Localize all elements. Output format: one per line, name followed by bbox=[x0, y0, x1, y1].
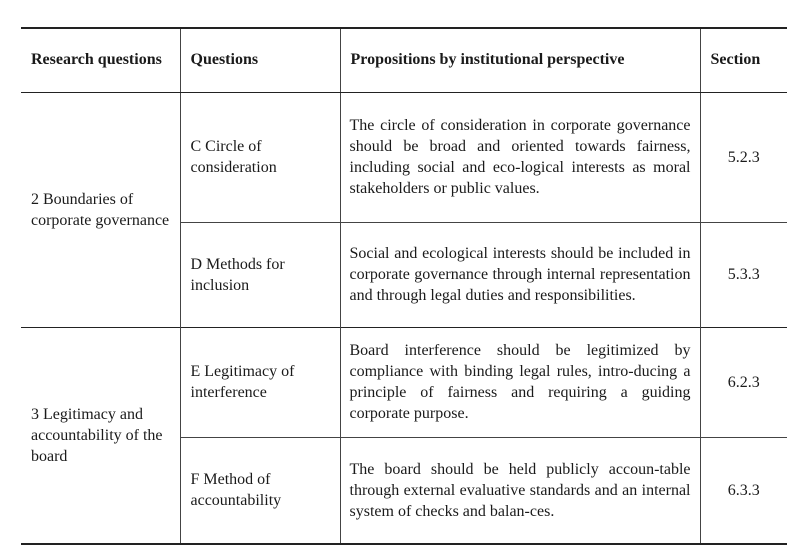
header-questions: Questions bbox=[180, 28, 340, 92]
header-section: Section bbox=[700, 28, 787, 92]
proposition-cell: Social and ecological interests should be included in corporate governance through internal representation and through legal duties and responsibilities. bbox=[340, 222, 700, 327]
section-cell: 5.2.3 bbox=[700, 92, 787, 222]
question-cell: D Methods for inclusion bbox=[180, 222, 340, 327]
proposition-cell: Board interference should be legitimized by compliance with binding legal rules, intro-ducing a principle of fairness and requiring a guiding corporate purpose. bbox=[340, 327, 700, 437]
question-cell: F Method of accountability bbox=[180, 437, 340, 544]
propositions-table bbox=[21, 27, 787, 545]
table-header-row bbox=[21, 28, 787, 92]
proposition-cell: The board should be held publicly accoun-table through external evaluative standards and an internal system of checks and balan-ces. bbox=[340, 437, 700, 544]
table-row bbox=[21, 92, 787, 222]
header-research-questions: Research questions bbox=[21, 28, 180, 92]
research-question-cell: 3 Legitimacy and accountability of the board bbox=[21, 327, 180, 544]
header-propositions: Propositions by institutional perspective bbox=[340, 28, 700, 92]
question-cell: C Circle of consideration bbox=[180, 92, 340, 222]
table-row bbox=[21, 327, 787, 437]
proposition-cell: The circle of consideration in corporate governance should be broad and oriented towards fairness, including social and eco-logical interests as moral stakeholders or public values. bbox=[340, 92, 700, 222]
section-cell: 5.3.3 bbox=[700, 222, 787, 327]
research-question-cell: 2 Boundaries of corporate governance bbox=[31, 190, 170, 229]
section-cell: 6.3.3 bbox=[700, 437, 787, 544]
section-cell: 6.2.3 bbox=[700, 327, 787, 437]
question-cell: E Legitimacy of interference bbox=[180, 327, 340, 437]
